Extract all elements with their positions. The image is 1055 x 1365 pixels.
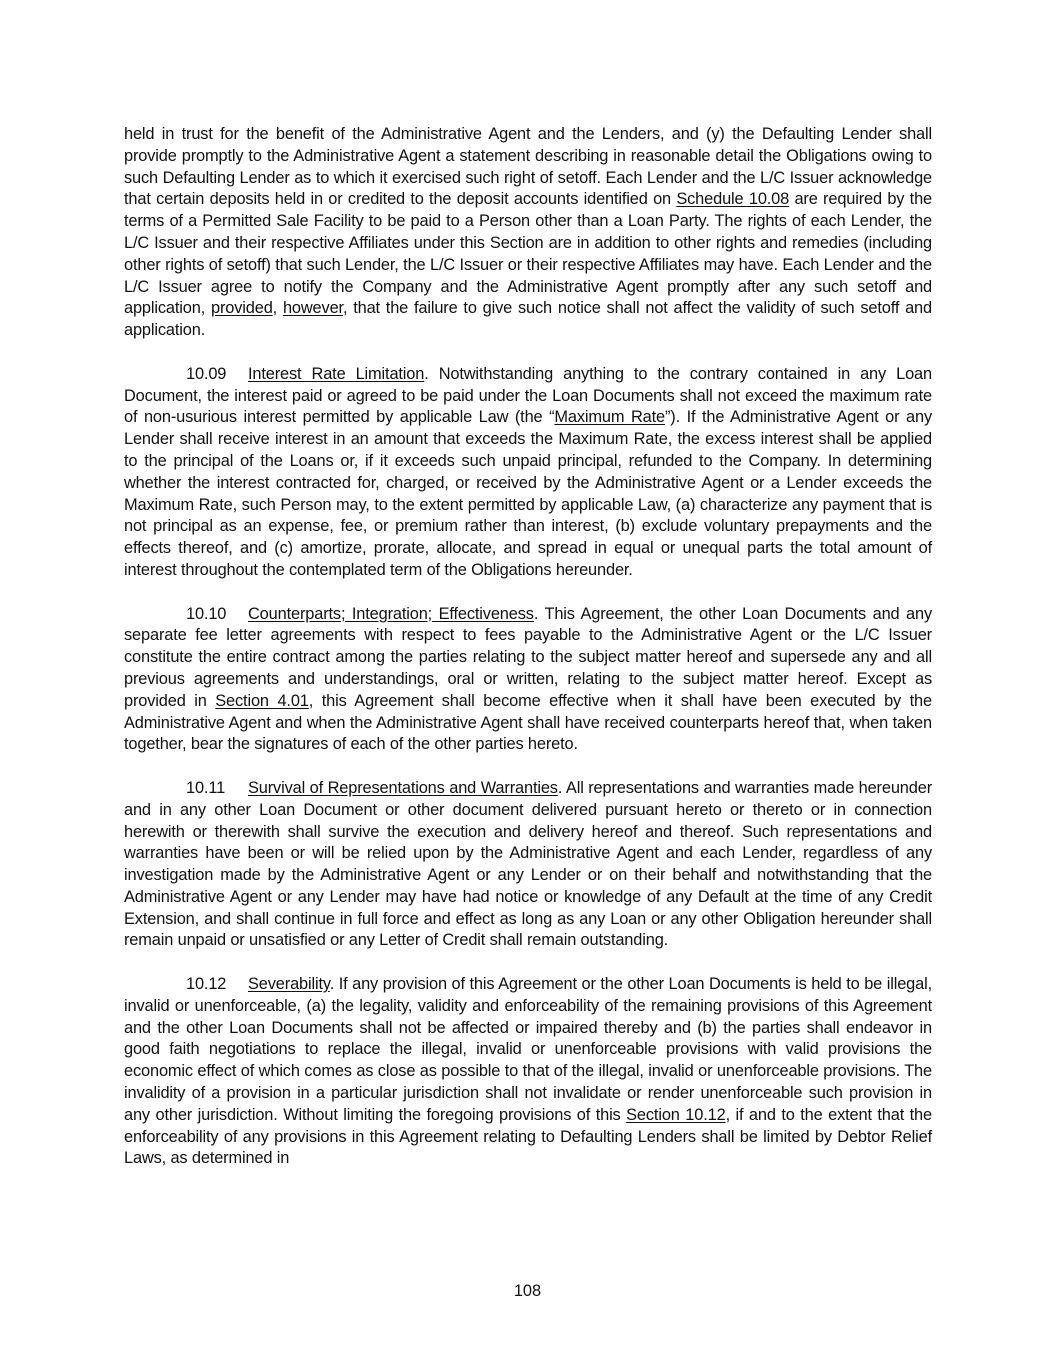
section-number: 10.11	[186, 778, 226, 797]
section-10-10	[124, 604, 932, 757]
section-10-11	[124, 778, 932, 952]
however-term: however	[282, 299, 343, 318]
paragraph-text: , if and to the extent that the enforceability of any provisions in this Agreement relating to Defaulting Lenders shall be limited by Debtor Relief Laws, as determined in	[124, 1105, 932, 1168]
section-reference: Section 10.12	[626, 1105, 726, 1124]
paragraph-text: , that the failure to give such notice shall not affect the validity of such setoff and application.	[124, 299, 932, 340]
section-heading: Interest Rate Limitation	[248, 364, 425, 383]
continuation-paragraph	[124, 124, 932, 342]
paragraph-text: are required by the terms of a Permitted Sale Facility to be paid to a Person other than a Loan Party. The rights of each Lender, the L/C Issuer and their respective Affiliates under this Section are in addition to other rights and remedies (including other rights of setoff) that such Lender, the L/C Issuer or their respective Affiliates may have. Each Lender and the L/C Issuer agree to notify the Company and the Administrative Agent promptly after any such setoff and application,	[124, 190, 933, 318]
defined-term: Maximum Rate	[554, 408, 665, 427]
paragraph-text: . This Agreement, the other Loan Documents and any separate fee letter agreements with respect to fees payable to the Administrative Agent or the L/C Issuer constitute the entire contract among the parties relating to the subject matter hereof and supersede any and all previous agreements and understandings, oral or written, relating to the subject matter hereof. Except as provided in	[124, 604, 933, 710]
paragraph-text: ,	[272, 299, 283, 318]
paragraph-text: , this Agreement shall become effective when it shall have been executed by the Administrative Agent and when the Administrative Agent shall have received counterparts hereof that, when taken together, bear the signatures of each of the other parties hereto.	[124, 691, 932, 754]
paragraph-text: . All representations and warranties made hereunder and in any other Loan Document or other document delivered pursuant hereto or thereto or in connection herewith or therewith shall survive the execution and delivery hereof and thereof. Such representations and warranties have been or will be relied upon by the Administrative Agent and each Lender, regardless of any investigation made by the Administrative Agent or any Lender or on their behalf and notwithstanding that the Administrative Agent or any Lender may have had notice or knowledge of any Default at the time of any Credit Extension, and shall continue in full force and effect as long as any Loan or any other Obligation hereunder shall remain unpaid or unsatisfied or any Letter of Credit shall remain outstanding.	[124, 778, 932, 950]
paragraph-text: ”). If the Administrative Agent or any Lender shall receive interest in an amount that exceeds the Maximum Rate, the excess interest shall be applied to the principal of the Loans or, if it exceeds such unpaid principal, refunded to the Company. In determining whether the interest contracted for, charged, or received by the Administrative Agent or a Lender exceeds the Maximum Rate, such Person may, to the extent permitted by applicable Law, (a) characterize any payment that is not principal as an expense, fee, or premium rather than interest, (b) exclude voluntary prepayments and the effects thereof, and (c) amortize, prorate, allocate, and spread in equal or unequal parts the total amount of interest throughout the contemplated term of the Obligations hereunder.	[124, 408, 933, 579]
page-number: 108	[513, 1282, 542, 1300]
provided-term: provided	[210, 299, 273, 318]
section-number: 10.10	[186, 604, 227, 623]
paragraph-text: held in trust for the benefit of the Administrative Agent and the Lenders, and (y) the Defaulting Lender shall provide promptly to the Administrative Agent a statement describing in reasonable detail the Obligations owing to such Defaulting Lender as to which it exercised such right of setoff. Each Lender and the L/C Issuer acknowledge that certain deposits held in or credited to the deposit accounts identified on	[124, 125, 932, 209]
section-heading: Survival of Representations and Warranties	[248, 778, 558, 797]
section-number: 10.12	[186, 975, 227, 994]
schedule-reference: Schedule 10.08	[676, 190, 790, 209]
document-page	[124, 124, 932, 1192]
section-reference: Section 4.01	[215, 691, 309, 710]
paragraph-text: . Notwithstanding anything to the contrary contained in any Loan Document, the interest paid or agreed to be paid under the Loan Documents shall not exceed the maximum rate of non-usurious interest permitted by applicable Law (the “	[124, 364, 932, 427]
section-heading: Counterparts; Integration; Effectiveness	[248, 604, 534, 623]
section-number: 10.09	[186, 364, 227, 383]
section-10-12	[124, 974, 932, 1170]
section-10-09	[124, 364, 932, 582]
paragraph-text: . If any provision of this Agreement or the other Loan Documents is held to be illegal, invalid or unenforceable, (a) the legality, validity and enforceability of the remaining provisions of this Agreement and the other Loan Documents shall not be affected or impaired thereby and (b) the parties shall endeavor in good faith negotiations to replace the illegal, invalid or unenforceable provisions with valid provisions the economic effect of which comes as close as possible to that of the illegal, invalid or unenforceable provisions. The invalidity of a provision in a particular jurisdiction shall not invalidate or render unenforceable such provision in any other jurisdiction. Without limiting the foregoing provisions of this	[124, 975, 932, 1124]
section-heading: Severability	[248, 975, 330, 994]
